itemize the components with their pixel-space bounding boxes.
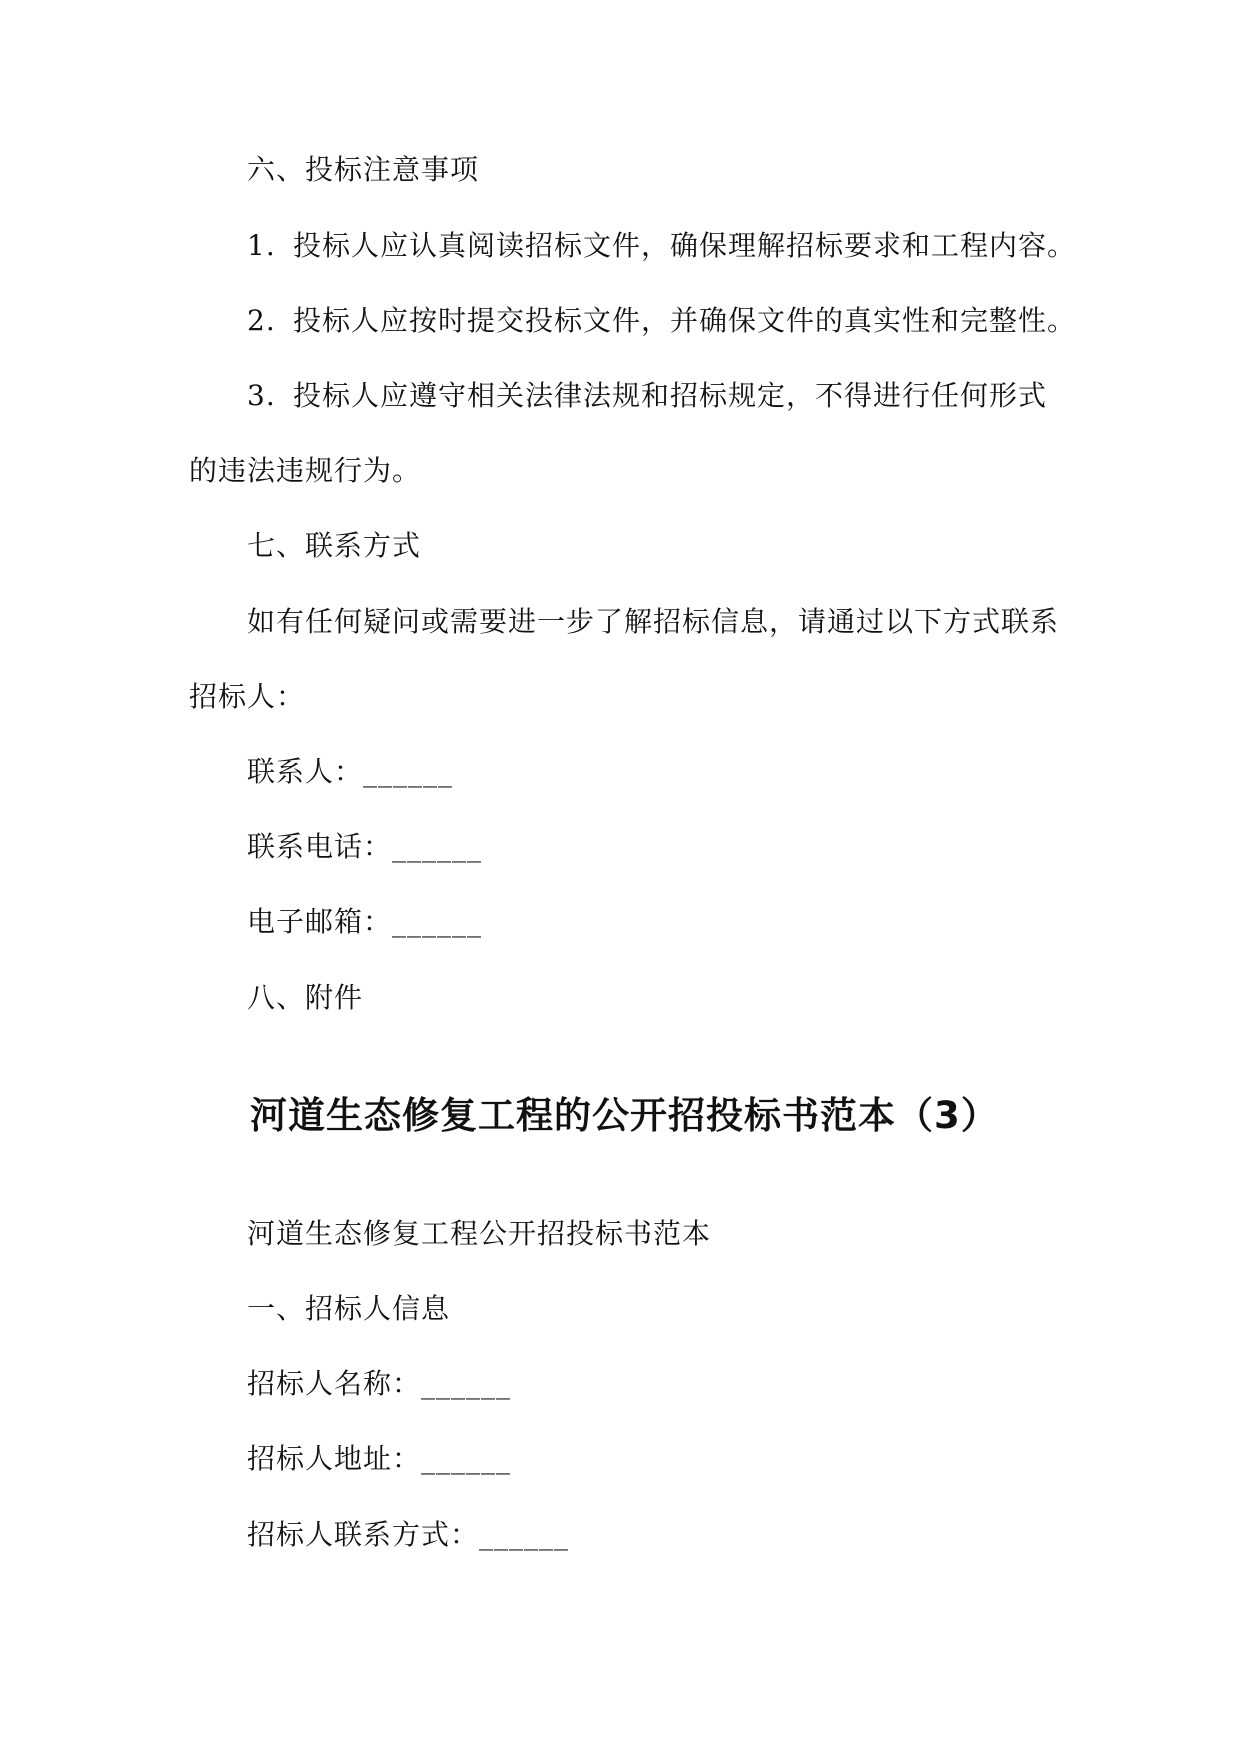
contact-email-field: 电子邮箱：______	[247, 905, 483, 938]
contact-person-field: 联系人：______	[247, 755, 454, 788]
list-item-text: 投标人应遵守相关法律法规和招标规定，不得进行任何形式	[293, 379, 1048, 412]
list-item-text: 投标人应按时提交投标文件，并确保文件的真实性和完整性。	[293, 304, 1077, 337]
tenderer-contact-field: 招标人联系方式：______	[247, 1518, 570, 1551]
section-8-heading: 八、附件	[247, 981, 364, 1014]
list-item-number: 1.	[247, 229, 276, 262]
section-7-heading: 七、联系方式	[247, 529, 422, 562]
list-item	[247, 378, 1047, 414]
contact-intro-line-2: 招标人：	[189, 680, 306, 713]
list-item-text: 投标人应认真阅读招标文件，确保理解招标要求和工程内容。	[293, 229, 1077, 262]
contact-phone-field: 联系电话：______	[247, 830, 483, 863]
list-item	[247, 303, 1076, 339]
list-item	[247, 228, 1076, 264]
tenderer-address-field: 招标人地址：______	[247, 1442, 512, 1475]
document-title: 河道生态修复工程的公开招投标书范本（3）	[250, 1094, 999, 1137]
contact-intro-line-1: 如有任何疑问或需要进一步了解招标信息，请通过以下方式联系	[247, 605, 1060, 638]
section-1-heading: 一、招标人信息	[247, 1292, 451, 1325]
list-item-number: 2.	[247, 304, 276, 337]
list-item-number: 3.	[247, 379, 276, 412]
tenderer-name-field: 招标人名称：______	[247, 1367, 512, 1400]
document-subtitle: 河道生态修复工程公开招投标书范本	[247, 1217, 712, 1250]
list-item-continuation: 的违法违规行为。	[189, 454, 422, 487]
section-6-heading: 六、投标注意事项	[247, 153, 480, 186]
